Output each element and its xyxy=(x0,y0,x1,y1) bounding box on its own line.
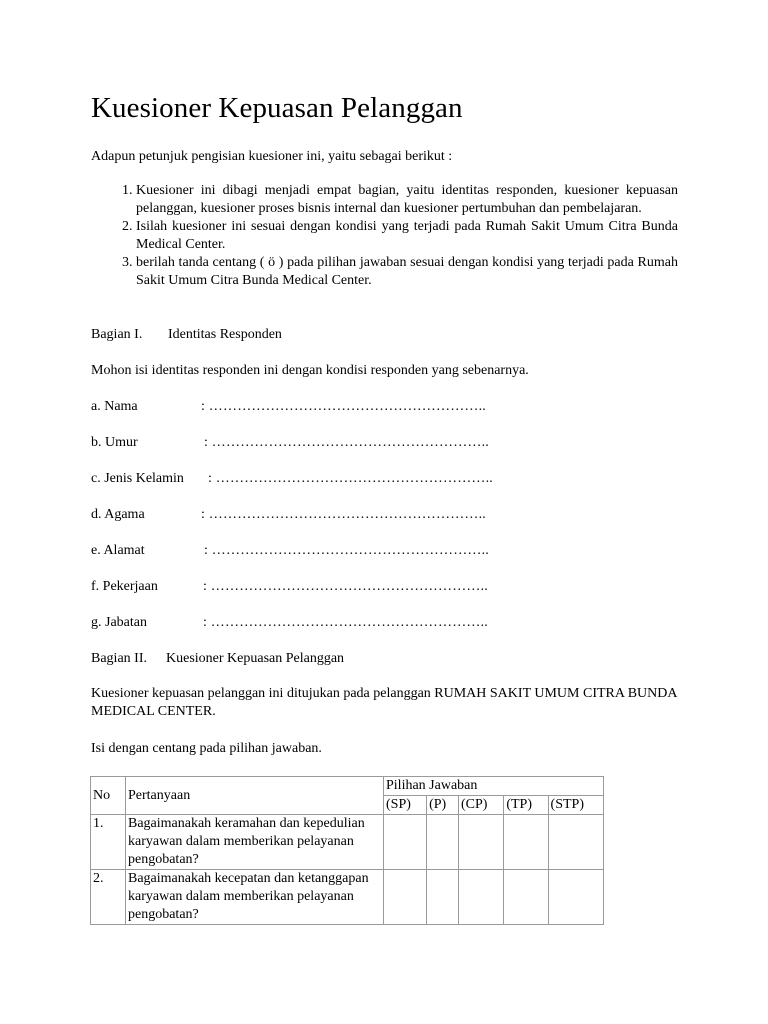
section2-instruction: Isi dengan centang pada pilihan jawaban. xyxy=(91,741,322,756)
intro-text: Adapun petunjuk pengisian kuesioner ini, yaitu sebagai berikut : xyxy=(91,149,453,164)
field-agama xyxy=(91,506,486,524)
field-label: c. Jenis Kelamin xyxy=(91,471,184,486)
choice-p: (P) xyxy=(427,796,459,815)
field-label: f. Pekerjaan xyxy=(91,579,158,594)
field-blank: : ………………………………………………….. xyxy=(203,579,488,594)
table-row xyxy=(91,870,604,925)
field-label: d. Agama xyxy=(91,507,145,522)
instruction-item: 3. berilah tanda centang ( ö ) pada pilihan jawaban sesuai dengan kondisi yang terjadi pada Rumah Sakit Umum Citra Bunda Medical Center. xyxy=(136,254,678,290)
section1-description: Mohon isi identitas responden ini dengan kondisi responden yang sebenarnya. xyxy=(91,363,529,378)
field-blank: : ………………………………………………….. xyxy=(204,435,489,450)
choice-stp: (STP) xyxy=(548,796,603,815)
field-jenis-kelamin xyxy=(91,470,493,488)
table-row xyxy=(91,815,604,870)
section2-heading xyxy=(91,650,344,668)
field-jabatan xyxy=(91,614,488,632)
field-blank: : ………………………………………………….. xyxy=(201,399,486,414)
row-number: 1. xyxy=(91,815,126,870)
answer-cell-sp[interactable] xyxy=(384,870,427,925)
answer-cell-tp[interactable] xyxy=(504,815,548,870)
field-label: g. Jabatan xyxy=(91,615,147,630)
row-question: Bagaimanakah kecepatan dan ketanggapan karyawan dalam memberikan pelayanan pengobatan? xyxy=(126,870,384,925)
field-blank: : ………………………………………………….. xyxy=(203,615,488,630)
field-label: e. Alamat xyxy=(91,543,145,558)
choice-tp: (TP) xyxy=(504,796,548,815)
header-question: Pertanyaan xyxy=(126,777,384,815)
answer-cell-cp[interactable] xyxy=(459,815,504,870)
choice-cp: (CP) xyxy=(459,796,504,815)
field-label: b. Umur xyxy=(91,435,138,450)
instruction-list xyxy=(91,182,678,290)
field-pekerjaan xyxy=(91,578,488,596)
answer-cell-stp[interactable] xyxy=(548,870,603,925)
section1-heading xyxy=(91,326,282,344)
section1-title: Identitas Responden xyxy=(168,327,282,342)
field-blank: : ………………………………………………….. xyxy=(208,471,493,486)
field-blank: : ………………………………………………….. xyxy=(204,543,489,558)
answer-cell-stp[interactable] xyxy=(548,815,603,870)
section2-number: Bagian II. xyxy=(91,651,147,666)
field-alamat xyxy=(91,542,489,560)
field-nama xyxy=(91,398,486,416)
instruction-item: 2. Isilah kuesioner ini sesuai dengan kondisi yang terjadi pada Rumah Sakit Umum Citra Bunda Medical Center. xyxy=(136,218,678,254)
table-header-row xyxy=(91,777,604,796)
page-title: Kuesioner Kepuasan Pelanggan xyxy=(91,92,463,124)
field-label: a. Nama xyxy=(91,399,138,414)
row-number: 2. xyxy=(91,870,126,925)
field-umur xyxy=(91,434,489,452)
header-choices: Pilihan Jawaban xyxy=(384,777,604,796)
answer-cell-sp[interactable] xyxy=(384,815,427,870)
answer-cell-p[interactable] xyxy=(427,870,459,925)
answer-cell-cp[interactable] xyxy=(459,870,504,925)
answer-cell-p[interactable] xyxy=(427,815,459,870)
section2-title: Kuesioner Kepuasan Pelanggan xyxy=(166,651,345,666)
field-blank: : ………………………………………………….. xyxy=(201,507,486,522)
answer-cell-tp[interactable] xyxy=(504,870,548,925)
section1-number: Bagian I. xyxy=(91,327,143,342)
row-question: Bagaimanakah keramahan dan kepedulian karyawan dalam memberikan pelayanan pengobatan? xyxy=(126,815,384,870)
header-no: No xyxy=(91,777,126,815)
choice-sp: (SP) xyxy=(384,796,427,815)
section2-description: Kuesioner kepuasan pelanggan ini ditujukan pada pelanggan RUMAH SAKIT UMUM CITRA BUNDA MEDICAL CENTER. xyxy=(91,686,677,719)
instruction-item: 1. Kuesioner ini dibagi menjadi empat bagian, yaitu identitas responden, kuesioner kepuasan pelanggan, kuesioner proses bisnis internal dan kuesioner pertumbuhan dan pembelajaran. xyxy=(136,182,678,218)
questionnaire-table xyxy=(90,776,604,925)
